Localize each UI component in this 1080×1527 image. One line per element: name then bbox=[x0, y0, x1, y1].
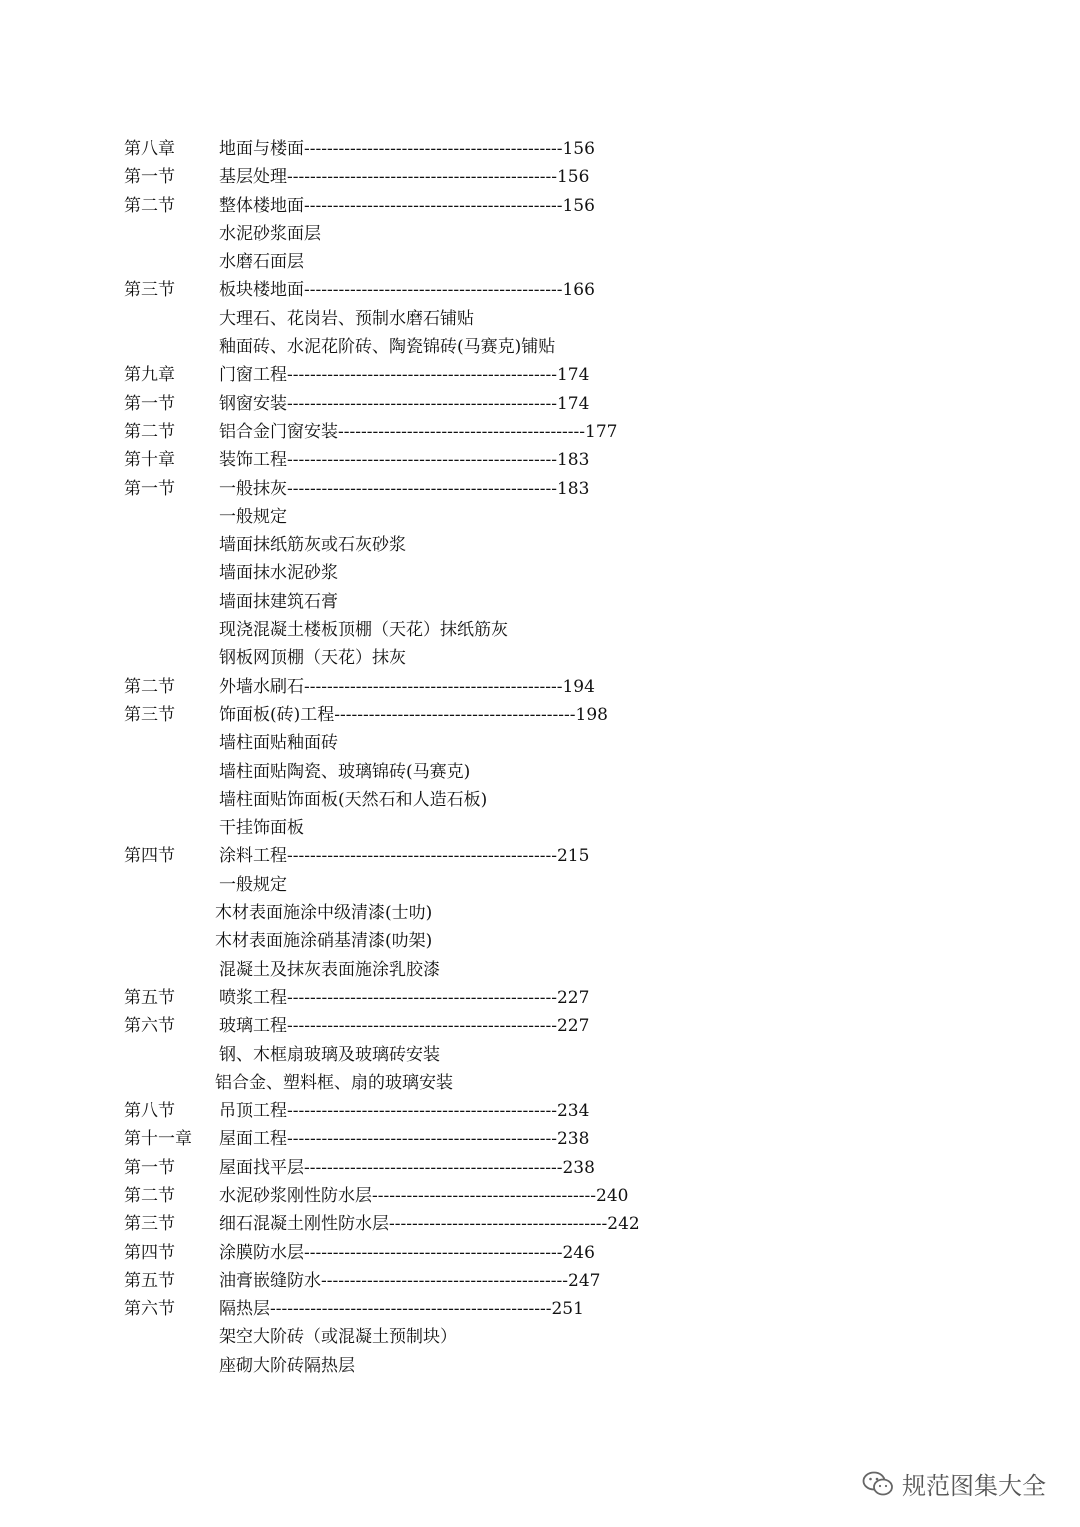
toc-entry bbox=[0, 361, 1080, 389]
toc-subentry bbox=[0, 1069, 1080, 1097]
toc-entry-text: 涂料工程-----------------------------------------------215 bbox=[219, 846, 590, 867]
toc-entry bbox=[0, 1125, 1080, 1153]
toc-entry bbox=[0, 192, 1080, 220]
toc-entry bbox=[0, 163, 1080, 191]
toc-entry-label: 第三节 bbox=[124, 280, 175, 301]
toc-entry-text: 铝合金门窗安装-------------------------------------------177 bbox=[219, 421, 618, 442]
toc-subentry bbox=[0, 1323, 1080, 1351]
toc-entry bbox=[0, 1210, 1080, 1238]
toc-entry-label: 第三节 bbox=[124, 1214, 175, 1235]
toc-entry bbox=[0, 842, 1080, 870]
toc-entry-label: 第二节 bbox=[124, 676, 175, 697]
toc-entry-label: 第四节 bbox=[124, 1242, 175, 1263]
toc-entry bbox=[0, 1097, 1080, 1125]
toc-subentry bbox=[0, 220, 1080, 248]
toc-subentry bbox=[0, 814, 1080, 842]
toc-entry-text: 隔热层-------------------------------------------------251 bbox=[219, 1299, 584, 1320]
toc-entry-text: 铝合金、塑料框、扇的玻璃安装 bbox=[215, 1072, 453, 1093]
toc-entry bbox=[0, 446, 1080, 474]
toc-subentry bbox=[0, 531, 1080, 559]
toc-entry-text: 釉面砖、水泥花阶砖、陶瓷锦砖(马赛克)铺贴 bbox=[219, 337, 556, 358]
toc-entry-text: 水泥砂浆面层 bbox=[219, 223, 321, 244]
wechat-icon bbox=[862, 1470, 894, 1498]
toc-entry-text: 装饰工程-----------------------------------------------183 bbox=[219, 450, 590, 471]
watermark bbox=[862, 1466, 1046, 1501]
toc-entry-text: 门窗工程-----------------------------------------------174 bbox=[219, 365, 590, 386]
toc-entry-text: 钢板网顶棚（天花）抹灰 bbox=[219, 648, 406, 669]
toc-entry-text: 木材表面施涂中级清漆(士叻) bbox=[215, 903, 433, 924]
toc-entry-text: 喷浆工程-----------------------------------------------227 bbox=[219, 987, 590, 1008]
toc-entry-text: 大理石、花岗岩、预制水磨石铺贴 bbox=[219, 308, 474, 329]
toc-subentry bbox=[0, 786, 1080, 814]
toc-entry-label: 第十章 bbox=[124, 450, 175, 471]
toc-subentry bbox=[0, 616, 1080, 644]
toc-entry-text: 墙柱面贴饰面板(天然石和人造石板) bbox=[219, 789, 488, 810]
toc-entry bbox=[0, 475, 1080, 503]
toc-entry-text: 外墙水刷石---------------------------------------------194 bbox=[219, 676, 595, 697]
toc-entry-text: 墙柱面贴陶瓷、玻璃锦砖(马赛克) bbox=[219, 761, 471, 782]
toc-subentry bbox=[0, 305, 1080, 333]
toc-entry-text: 屋面工程-----------------------------------------------238 bbox=[219, 1129, 590, 1150]
toc-entry-text: 墙面抹水泥砂浆 bbox=[219, 563, 338, 584]
toc-subentry bbox=[0, 248, 1080, 276]
toc-subentry bbox=[0, 758, 1080, 786]
toc-entry-text: 一般规定 bbox=[219, 874, 287, 895]
toc-entry-label: 第八章 bbox=[124, 139, 175, 159]
toc-entry-text: 钢、木框扇玻璃及玻璃砖安装 bbox=[219, 1044, 440, 1065]
toc-subentry bbox=[0, 871, 1080, 899]
toc-entry-label: 第八节 bbox=[124, 1101, 175, 1122]
toc-entry-text: 墙面抹建筑石膏 bbox=[219, 591, 338, 612]
toc-entry-label: 第十一章 bbox=[124, 1129, 192, 1150]
toc-entry-text: 墙柱面贴釉面砖 bbox=[219, 733, 338, 754]
toc-entry-text: 油膏嵌缝防水-------------------------------------------247 bbox=[219, 1270, 601, 1291]
toc-entry bbox=[0, 1267, 1080, 1295]
toc-entry-text: 一般规定 bbox=[219, 506, 287, 527]
toc-entry bbox=[0, 1154, 1080, 1182]
table-of-contents bbox=[0, 135, 1080, 1380]
toc-entry-label: 第二节 bbox=[124, 195, 175, 216]
toc-entry-text: 木材表面施涂硝基清漆(叻架) bbox=[215, 931, 433, 952]
toc-entry-text: 现浇混凝土楼板顶棚（天花）抹纸筋灰 bbox=[219, 620, 508, 641]
toc-entry-label: 第二节 bbox=[124, 1185, 175, 1206]
toc-subentry bbox=[0, 956, 1080, 984]
toc-subentry bbox=[0, 333, 1080, 361]
toc-entry-label: 第九章 bbox=[124, 365, 175, 386]
watermark-text: 规范图集大全 bbox=[902, 1472, 1046, 1500]
toc-entry bbox=[0, 1295, 1080, 1323]
toc-entry-label: 第二节 bbox=[124, 421, 175, 442]
toc-entry-text: 板块楼地面---------------------------------------------166 bbox=[219, 280, 595, 301]
toc-subentry bbox=[0, 559, 1080, 587]
toc-entry-text: 地面与楼面---------------------------------------------156 bbox=[219, 139, 595, 159]
toc-entry-text: 玻璃工程-----------------------------------------------227 bbox=[219, 1016, 590, 1037]
toc-entry-label: 第一节 bbox=[124, 393, 175, 414]
toc-entry-label: 第五节 bbox=[124, 1270, 175, 1291]
toc-entry-text: 屋面找平层---------------------------------------------238 bbox=[219, 1157, 595, 1178]
toc-subentry bbox=[0, 1041, 1080, 1069]
toc-entry-label: 第一节 bbox=[124, 478, 175, 499]
toc-entry-text: 水磨石面层 bbox=[219, 252, 304, 273]
toc-entry-label: 第六节 bbox=[124, 1299, 175, 1320]
toc-entry-label: 第六节 bbox=[124, 1016, 175, 1037]
toc-entry-text: 墙面抹纸筋灰或石灰砂浆 bbox=[219, 535, 406, 556]
toc-subentry bbox=[0, 729, 1080, 757]
toc-subentry bbox=[0, 899, 1080, 927]
toc-entry bbox=[0, 418, 1080, 446]
toc-entry-text: 整体楼地面---------------------------------------------156 bbox=[219, 195, 595, 216]
toc-entry-text: 细石混凝土刚性防水层--------------------------------------242 bbox=[219, 1214, 640, 1235]
toc-entry-label: 第五节 bbox=[124, 987, 175, 1008]
toc-entry bbox=[0, 276, 1080, 304]
toc-entry-text: 涂膜防水层---------------------------------------------246 bbox=[219, 1242, 595, 1263]
toc-entry bbox=[0, 701, 1080, 729]
toc-entry bbox=[0, 1012, 1080, 1040]
toc-entry-text: 水泥砂浆刚性防水层---------------------------------------240 bbox=[219, 1185, 629, 1206]
toc-subentry bbox=[0, 1352, 1080, 1380]
toc-entry-label: 第三节 bbox=[124, 704, 175, 725]
toc-entry-text: 架空大阶砖（或混凝土预制块） bbox=[219, 1327, 457, 1348]
toc-entry-text: 钢窗安装-----------------------------------------------174 bbox=[219, 393, 590, 414]
toc-entry-text: 基层处理-----------------------------------------------156 bbox=[219, 167, 590, 188]
toc-entry-text: 混凝土及抹灰表面施涂乳胶漆 bbox=[219, 959, 440, 980]
toc-entry-text: 吊顶工程-----------------------------------------------234 bbox=[219, 1101, 590, 1122]
toc-subentry bbox=[0, 644, 1080, 672]
toc-entry-text: 座砌大阶砖隔热层 bbox=[219, 1355, 355, 1376]
toc-entry bbox=[0, 1239, 1080, 1267]
toc-entry bbox=[0, 390, 1080, 418]
toc-entry bbox=[0, 673, 1080, 701]
toc-entry-text: 一般抹灰-----------------------------------------------183 bbox=[219, 478, 590, 499]
toc-entry bbox=[0, 135, 1080, 163]
toc-entry-label: 第四节 bbox=[124, 846, 175, 867]
toc-entry bbox=[0, 1182, 1080, 1210]
toc-subentry bbox=[0, 503, 1080, 531]
toc-entry-text: 干挂饰面板 bbox=[219, 818, 304, 839]
toc-subentry bbox=[0, 927, 1080, 955]
toc-entry-label: 第一节 bbox=[124, 1157, 175, 1178]
toc-entry-label: 第一节 bbox=[124, 167, 175, 188]
toc-entry bbox=[0, 984, 1080, 1012]
toc-subentry bbox=[0, 588, 1080, 616]
toc-entry-text: 饰面板(砖)工程------------------------------------------198 bbox=[219, 704, 608, 725]
